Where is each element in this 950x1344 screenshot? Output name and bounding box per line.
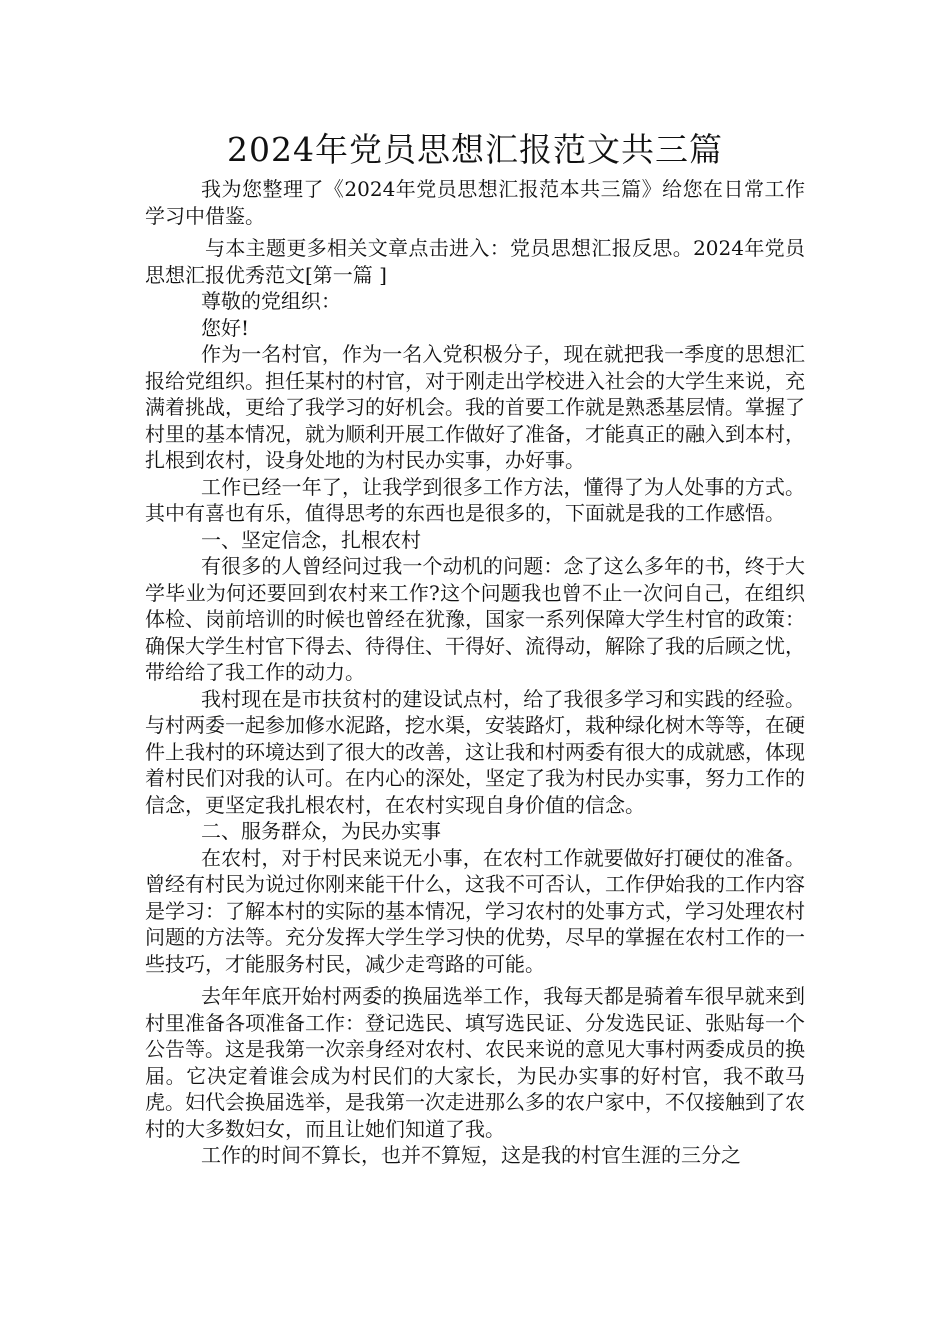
body-paragraph: 工作已经一年了，让我学到很多工作方法，懂得了为人处事的方式。其中有喜也有乐，值得思考的东西也是很多的，下面就是我的工作感悟。 xyxy=(145,474,805,525)
related-articles-paragraph: 与本主题更多相关文章点击进入：党员思想汇报反思。2024年党员思想汇报优秀范文[第一篇 ] xyxy=(145,236,805,287)
body-paragraph: 去年年底开始村两委的换届选举工作，我每天都是骑着车很早就来到村里准备各项准备工作：登记选民、填写选民证、分发选民证、张贴每一个公告等。这是我第一次亲身经对农村、农民来说的意见大事村两委成员的换届。它决定着谁会成为村民们的大家长，为民办实事的好村官，我不敢马虎。妇代会换届选举，是我第一次走进那么多的农户家中，不仅接触到了农村的大多数妇女，而且让她们知道了我。 xyxy=(145,984,805,1141)
section-heading: 一、坚定信念，扎根农村 xyxy=(201,527,421,552)
body-paragraph: 工作的时间不算长，也并不算短，这是我的村官生涯的三分之 xyxy=(201,1143,741,1167)
body-paragraph: 在农村，对于村民来说无小事，在农村工作就要做好打硬仗的准备。曾经有村民为说过你刚来能干什么，这我不可否认，工作伊始我的工作内容是学习：了解本村的实际的基本情况，学习农村的处事方式，学习处理农村问题的方法等。充分发挥大学生学习快的优势，尽早的掌握在农村工作的一些技巧，才能服务村民，减少走弯路的可能。 xyxy=(145,845,805,976)
body-paragraph: 有很多的人曾经问过我一个动机的问题：念了这么多年的书，终于大学毕业为何还要回到农村来工作?这个问题我也曾不止一次问自己，在组织体检、岗前培训的时候也曾经在犹豫，国家一系列保障大学生村官的政策：确保大学生村官下得去、待得住、干得好、流得动，解除了我的后顾之忧，带给给了我工作的动力。 xyxy=(145,554,805,684)
document-title: 2024年党员思想汇报范文共三篇 xyxy=(227,130,723,169)
section-heading: 二、服务群众，为民办实事 xyxy=(201,819,441,843)
salutation: 尊敬的党组织： xyxy=(201,289,341,313)
intro-paragraph: 我为您整理了《2024年党员思想汇报范本共三篇》给您在日常工作学习中借鉴。 xyxy=(145,177,805,228)
body-paragraph: 我村现在是市扶贫村的建设试点村，给了我很多学习和实践的经验。与村两委一起参加修水泥路，挖水渠，安装路灯，栽种绿化树木等等，在硬件上我村的环境达到了很大的改善，这让我和村两委有很大的成就感，体现着村民们对我的认可。在内心的深处，坚定了我为村民办实事，努力工作的信念，更坚定我扎根农村，在农村实现自身价值的信念。 xyxy=(145,686,805,817)
body-paragraph: 作为一名村官，作为一名入党积极分子，现在就把我一季度的思想汇报给党组织。担任某村的村官，对于刚走出学校进入社会的大学生来说，充满着挑战，更给了我学习的好机会。我的首要工作就是熟悉基层情。掌握了村里的基本情况，就为顺利开展工作做好了准备，才能真正的融入到本村，扎根到农村，设身处地的为村民办实事，办好事。 xyxy=(145,342,805,472)
document-body xyxy=(145,176,805,1169)
greeting: 您好! xyxy=(201,315,250,340)
